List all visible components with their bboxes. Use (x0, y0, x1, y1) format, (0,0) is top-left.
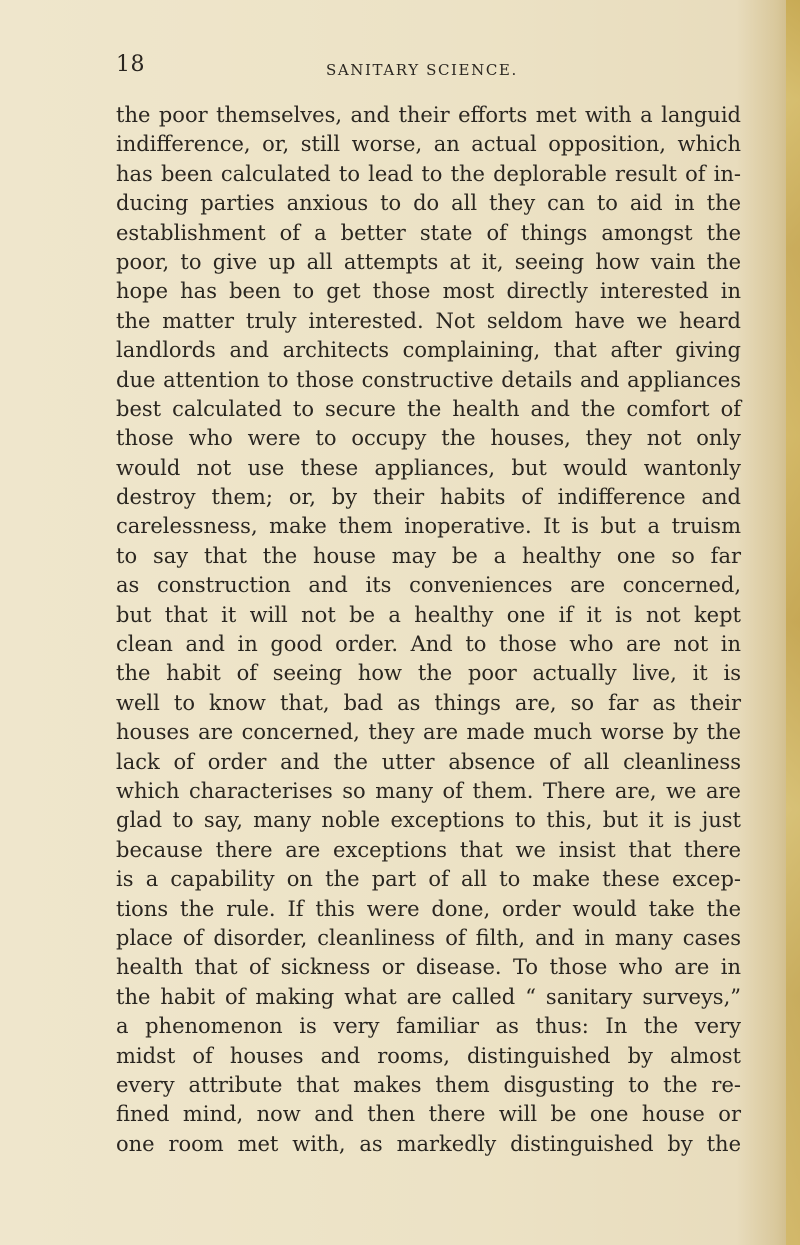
text-line: the habit of making what are called “ sanitary surveys,” (116, 984, 741, 1009)
text-line: which characterises so many of them. There are, we are (116, 778, 741, 803)
text-line: lack of order and the utter absence of all cleanliness (116, 749, 741, 774)
text-line: as construction and its conveniences are concerned, (116, 573, 741, 598)
text-line: hope has been to get those most directly interested in (116, 279, 741, 304)
text-line: landlords and architects complaining, that after giving (116, 338, 741, 363)
text-line: due attention to those constructive details and appliances (116, 367, 741, 392)
running-head: SANITARY SCIENCE. (326, 61, 518, 79)
page-number: 18 (116, 52, 145, 77)
text-line: indifference, or, still worse, an actual opposition, which (116, 132, 741, 157)
text-line: the habit of seeing how the poor actually live, it is (116, 661, 741, 686)
text-line: ducing parties anxious to do all they can to aid in the (116, 191, 741, 216)
body-text (116, 101, 741, 1159)
text-line: best calculated to secure the health and the comfort of (116, 396, 741, 421)
text-line: has been calculated to lead to the deplorable result of in- (116, 161, 741, 186)
text-line: is a capability on the part of all to make these excep- (116, 867, 741, 892)
text-line: well to know that, bad as things are, so far as their (116, 690, 741, 715)
text-line: glad to say, many noble exceptions to this, but it is just (116, 808, 741, 833)
page-edge (786, 0, 800, 1245)
text-line: destroy them; or, by their habits of indifference and (116, 485, 741, 510)
text-line: fined mind, now and then there will be one house or (116, 1102, 741, 1127)
text-line: would not use these appliances, but would wantonly (116, 455, 741, 480)
text-line: one room met with, as markedly distinguished by the (116, 1131, 741, 1156)
text-line: place of disorder, cleanliness of filth, and in many cases (116, 925, 741, 950)
text-line: health that of sickness or disease. To those who are in (116, 955, 741, 980)
text-line: poor, to give up all attempts at it, seeing how vain the (116, 249, 741, 274)
text-line: houses are concerned, they are made much worse by the (116, 720, 741, 745)
text-line: every attribute that makes them disgusting to the re- (116, 1072, 741, 1097)
page-header (116, 52, 736, 82)
text-line: but that it will not be a healthy one if it is not kept (116, 602, 741, 627)
text-line: a phenomenon is very familiar as thus: In the very (116, 1014, 741, 1039)
text-line: midst of houses and rooms, distinguished by almost (116, 1043, 741, 1068)
text-line: clean and in good order. And to those who are not in (116, 632, 741, 657)
text-line: because there are exceptions that we insist that there (116, 837, 741, 862)
text-line: establishment of a better state of things amongst the (116, 220, 741, 245)
text-line: to say that the house may be a healthy one so far (116, 543, 741, 568)
text-line: tions the rule. If this were done, order would take the (116, 896, 741, 921)
text-line: the poor themselves, and their efforts met with a languid (116, 103, 741, 127)
text-line: the matter truly interested. Not seldom have we heard (116, 308, 741, 333)
text-line: carelessness, make them inoperative. It is but a truism (116, 514, 741, 539)
text-line: those who were to occupy the houses, they not only (116, 426, 741, 451)
